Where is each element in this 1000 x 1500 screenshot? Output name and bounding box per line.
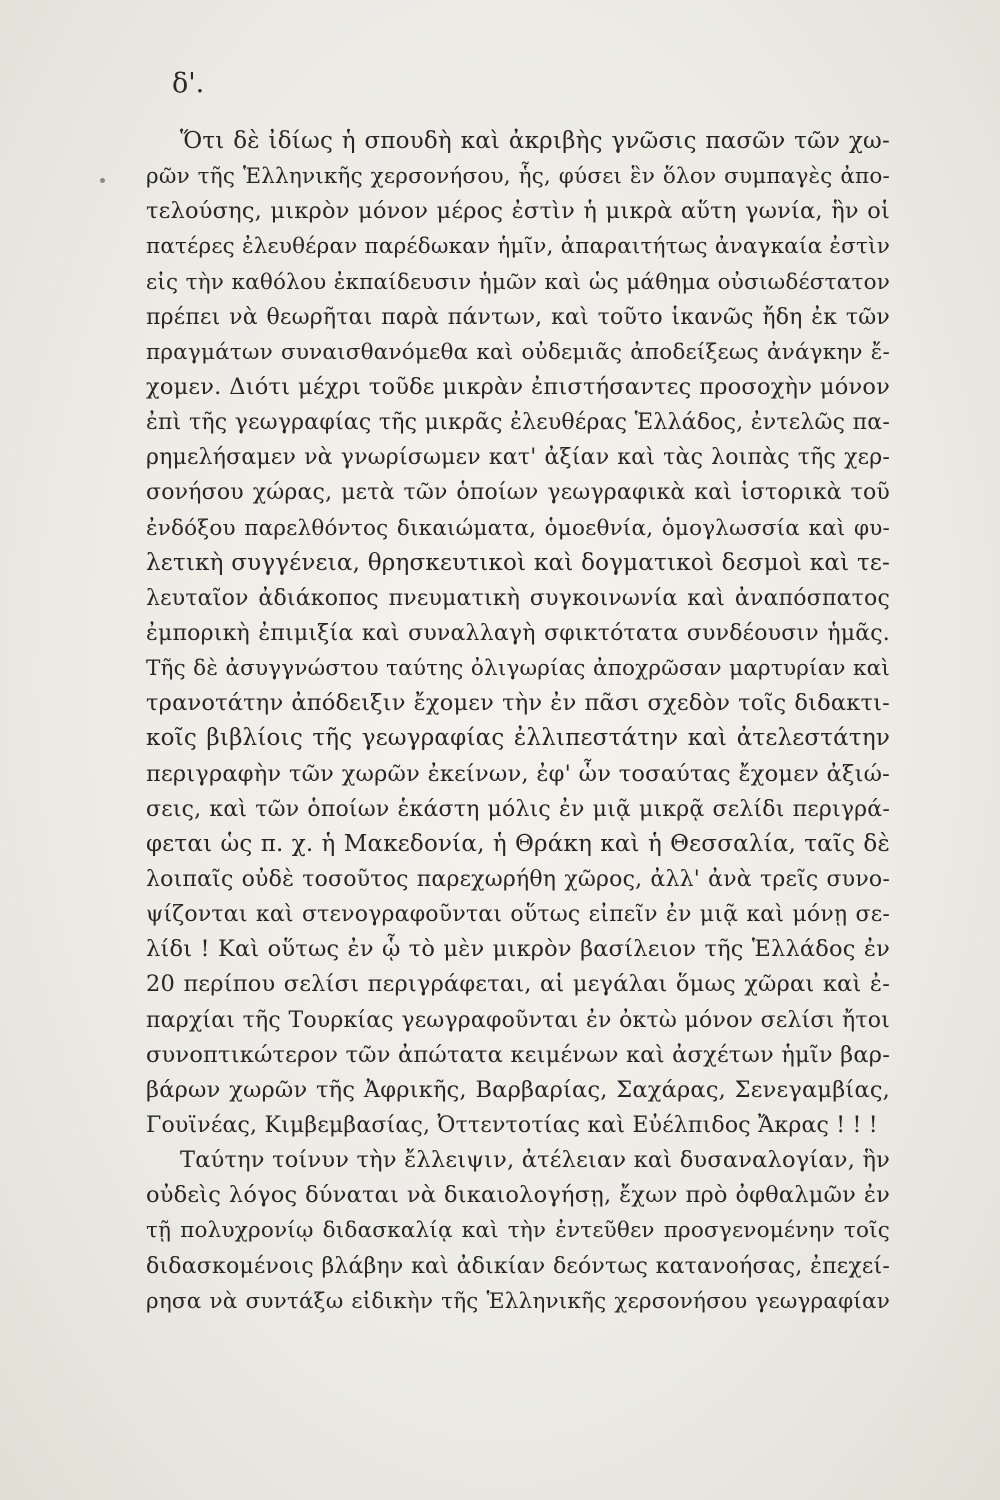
text-line: Τῆς δὲ ἀσυγγνώστου ταύτης ὀλιγωρίας ἀποχρῶσαν μαρτυρίαν καὶ: [146, 656, 890, 682]
text-line: 20 περίπου σελίσι περιγράφεται, αἱ μεγάλαι ὅμως χῶραι καὶ ἐ-: [146, 971, 890, 998]
text-line: Γουϊνέας, Κιμβεμβασίας, Ὀττεντοτίας καὶ Εὐέλπιδος Ἄκρας ! ! !: [146, 1112, 878, 1138]
text-line: ρημελήσαμεν νὰ γνωρίσωμεν κατ' ἀξίαν καὶ τὰς λοιπὰς τῆς χερ-: [146, 445, 890, 471]
text-line: τελούσης, μικρὸν μόνον μέρος ἐστὶν ἡ μικρὰ αὕτη γωνία, ἣν οἱ: [146, 198, 890, 225]
text-line: Ὅτι δὲ ἰδίως ἡ σπουδὴ καὶ ἀκριβὴς γνῶσις πασῶν τῶν χω-: [180, 128, 890, 154]
text-line: ψίζονται καὶ στενογραφοῦνται οὕτως εἰπεῖν ἐν μιᾷ καὶ μόνῃ σε-: [146, 902, 890, 928]
text-line: διδασκομένοις βλάβην καὶ ἀδικίαν δεόντως κατανοήσας, ἐπεχεί-: [146, 1253, 890, 1279]
text-line: εἰς τὴν καθόλου ἐκπαίδευσιν ἡμῶν καὶ ὡς μάθημα οὐσιωδέστατον: [146, 269, 890, 295]
text-line: χομεν. Διότι μέχρι τοῦδε μικρὰν ἐπιστήσαντες προσοχὴν μόνον: [146, 373, 890, 400]
text-line: κοῖς βιβλίοις τῆς γεωγραφίας ἐλλιπεστάτην καὶ ἀτελεστάτην: [146, 725, 890, 752]
text-line: ἐνδόξου παρελθόντος δικαιώματα, ὁμοεθνία, ὁμογλωσσία καὶ φυ-: [146, 515, 890, 541]
page-number: δ'.: [172, 68, 205, 99]
text-line: Ταύτην τοίνυν τὴν ἔλλειψιν, ἀτέλειαν καὶ δυσαναλογίαν, ἣν: [180, 1147, 890, 1174]
text-line: λίδι ! Καὶ οὕτως ἐν ᾧ τὸ μὲν μικρὸν βασίλειον τῆς Ἑλλάδος ἐν: [146, 936, 890, 963]
text-line: ρῶν τῆς Ἑλληνικῆς χερσονήσου, ἧς, φύσει ἓν ὅλον συμπαγὲς ἀπο-: [146, 164, 890, 190]
text-line: βάρων χωρῶν τῆς Ἀφρικῆς, Βαρβαρίας, Σαχάρας, Σενεγαμβίας,: [146, 1076, 890, 1103]
text-line: παρχίαι τῆς Τουρκίας γεωγραφοῦνται ἐν ὀκτὼ μόνον σελίσι ἤτοι: [146, 1007, 890, 1033]
text-line: ἐμπορικὴ ἐπιμιξία καὶ συναλλαγὴ σφικτότατα συνδέουσιν ἡμᾶς.: [146, 620, 890, 646]
text-line: τρανοτάτην ἀπόδειξιν ἔχομεν τὴν ἐν πᾶσι σχεδὸν τοῖς διδακτι-: [146, 690, 890, 717]
text-line: φεται ὡς π. χ. ἡ Μακεδονία, ἡ Θράκη καὶ ἡ Θεσσαλία, ταῖς δὲ: [146, 830, 890, 857]
text-line: σεις, καὶ τῶν ὁποίων ἑκάστη μόλις ἐν μιᾷ μικρᾷ σελίδι περιγρά-: [146, 796, 890, 822]
text-line: πρέπει νὰ θεωρῆται παρὰ πάντων, καὶ τοῦτο ἱκανῶς ἤδη ἐκ τῶν: [146, 304, 890, 330]
text-line: λευταῖον ἀδιάκοπος πνευματικὴ συγκοινωνία καὶ ἀναπόσπατος: [146, 585, 890, 611]
text-line: πατέρες ἐλευθέραν παρέδωκαν ἡμῖν, ἀπαραιτήτως ἀναγκαία ἐστὶν: [146, 234, 890, 260]
text-line: οὐδεὶς λόγος δύναται νὰ δικαιολογήσῃ, ἔχων πρὸ ὀφθαλμῶν ἐν: [146, 1182, 890, 1209]
text-line: τῇ πολυχρονίῳ διδασκαλίᾳ καὶ τὴν ἐντεῦθεν προσγενομένην τοῖς: [146, 1218, 890, 1244]
text-line: ἐπὶ τῆς γεωγραφίας τῆς μικρᾶς ἐλευθέρας Ἑλλάδος, ἐντελῶς πα-: [146, 410, 890, 436]
text-line: συνοπτικώτερον τῶν ἀπώτατα κειμένων καὶ ἀσχέτων ἡμῖν βαρ-: [146, 1041, 890, 1068]
text-line: ρησα νὰ συντάξω εἰδικὴν τῆς Ἑλληνικῆς χερσονήσου γεωγραφίαν: [146, 1288, 890, 1314]
ink-speck: [100, 178, 105, 183]
text-line: λοιπαῖς οὐδὲ τοσοῦτος παρεχωρήθη χῶρος, ἀλλ' ἀνὰ τρεῖς συνο-: [146, 866, 890, 892]
text-line: λετικὴ συγγένεια, θρησκευτικοὶ καὶ δογματικοὶ δεσμοὶ καὶ τε-: [146, 549, 890, 576]
text-line: πραγμάτων συναισθανόμεθα καὶ οὐδεμιᾶς ἀποδείξεως ἀνάγκην ἔ-: [146, 339, 890, 365]
text-line: σονήσου χώρας, μετὰ τῶν ὁποίων γεωγραφικὰ καὶ ἱστορικὰ τοῦ: [146, 480, 890, 506]
text-line: περιγραφὴν τῶν χωρῶν ἐκείνων, ἐφ' ὧν τοσαύτας ἔχομεν ἀξιώ-: [146, 760, 890, 787]
body-text: [146, 124, 890, 1319]
